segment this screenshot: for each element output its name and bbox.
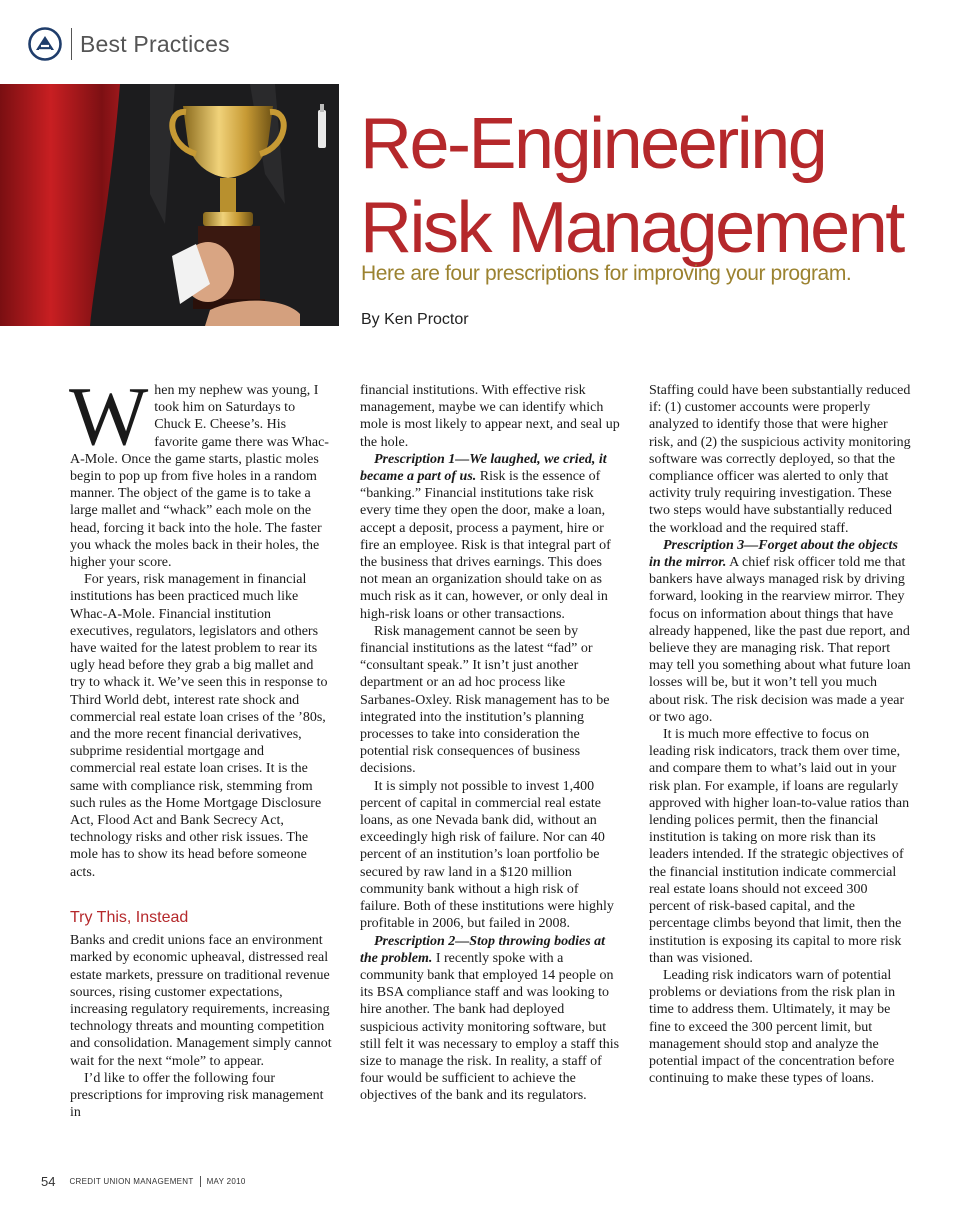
drop-cap: W: [69, 370, 149, 463]
paragraph: financial institutions. With effective risk management, maybe we can identify which mole is most likely to appear next, and seal up the hole.: [360, 383, 620, 450]
paragraph-text: A chief risk officer told me that bankers have always managed risk by driving forward, looking in the rearview mirror. They focus on information about things that have already happened, like the past due report, and believe they are managing risk. That report may tell you something about what future loan losses will be, but it won’t tell you much about risk. The risk decision was made a year or two ago.: [649, 555, 911, 725]
title-line-2: Risk Management: [360, 188, 903, 268]
section-subhead: Try This, Instead: [70, 908, 189, 926]
header-divider: [71, 28, 72, 60]
cuna-logo-icon: [28, 27, 62, 61]
column-2: [360, 382, 622, 1105]
section-label: Best Practices: [80, 30, 230, 57]
paragraph: [69, 370, 332, 571]
article-title: [360, 102, 903, 270]
article-subtitle: Here are four prescriptions for improving your program.: [361, 262, 852, 285]
page-footer: [41, 1174, 246, 1189]
paragraph: Risk management cannot be seen by financial institutions as the latest “fad” or “consultant speak.” It isn’t just another department or an ad hoc process like Sarbanes-Oxley. Risk management has to be integrated into the institution’s planning processes to take into consideration the potential risk consequences of business decisions.: [360, 623, 610, 777]
page-number: 54: [41, 1174, 56, 1189]
paragraph: For years, risk management in financial institutions has been practiced much like Whac-A-Mole. Financial institution executives, regulators, legislators and others have waited for the latest problem to rear its ugly head before they grab a big mallet and try to whack it. We’ve seen this in response to Third World debt, interest rate shock and commercial real estate loan crises of the ’80s, and the more recent financial derivatives, subprime residential mortgage and commercial real estate loan crises. It is the same with compliance risk, stemming from such rules as the Home Mortgage Disclosure Act, Flood Act and Bank Secrecy Act, technology risks and other risk issues. The mole has to show its head before someone acts.: [70, 572, 328, 880]
paragraph-text: Risk is the essence of “banking.” Financial institutions take risk every time they open the door, make a loan, accept a deposit, process a payment, hire or fire an employee. Risk is that integral part of the business that drives earnings. This does not mean an organization should take on as much risk as it can, however, or only deal in high-risk loans or other transactions.: [360, 469, 611, 622]
prescription-heading: Prescription 1—We laughed, we cried, it became a part of us.: [360, 451, 607, 485]
paragraph-text: hen my nephew was young, I took him on Saturdays to Chuck E. Cheese’s. His favorite game there was Whac-A-Mole. Once the game starts, plastic moles begin to pop up from five holes in a random manner. The object of the game is to take a large mallet and “whack” each mole on the head, forcing it back into the hole. The faster you whack the moles back in their holes, the higher your score.: [70, 383, 329, 571]
paragraph: It is simply not possible to invest 1,400 percent of capital in commercial real estate loans, as one Nevada bank did, without an exceedingly high risk of failure. Nor can 40 percent of an institution’s loan portfolio be secured by raw land in a $120 million community bank without a high risk of failure. Both of these institutions were highly profitable in 2006, but failed in 2008.: [360, 778, 614, 932]
column-3: [649, 382, 911, 1087]
paragraph: Staffing could have been substantially reduced if: (1) customer accounts were properly analyzed to identify those that were higher risk, and (2) the suspicious activity monitoring software was correctly deployed, so that the compliance officer was alerted to only that activity truly requiring investigation. These two steps would have substantially reduced the workload and the required staff.: [649, 383, 911, 536]
column-1: [69, 370, 332, 1121]
paragraph: It is much more effective to focus on leading risk indicators, track them over time, and compare them to what’s laid out in your risk plan. For example, if loans are regularly approved with higher loan-to-value ratios than lending polices permit, then the financial institution is taking on more risk than its leaders intended. If the strategic objectives of the financial institution indicate commercial real estate loans should not exceed 300 percent of risk-based capital, and the percentage climbs beyond that limit, then the institution is exposing its capital to more risk than was visioned.: [649, 727, 910, 966]
paragraph: [360, 451, 622, 623]
footer-divider: [200, 1176, 201, 1187]
hero-image-trophy: [0, 84, 339, 326]
paragraph-text: I recently spoke with a community bank that employed 14 people on its BSA compliance staff and was looking to hire another. The bank had deployed suspicious activity monitoring software, but still felt it was necessary to employ a staff this size to manage the risk. In reality, a staff of four would be sufficient to achieve the objectives of the bank and its regulators.: [360, 950, 620, 1104]
byline: By Ken Proctor: [361, 311, 469, 328]
paragraph: I’d like to offer the following four prescriptions for improving risk management in: [70, 1070, 324, 1121]
prescription-heading: Prescription 2—Stop throwing bodies at the problem.: [360, 933, 606, 966]
issue-date: MAY 2010: [206, 1177, 246, 1186]
paragraph: Leading risk indicators warn of potential problems or deviations from the risk plan in time to address them. Ultimately, it may be fine to exceed the 300 percent limit, but management should stop and analyze the potential impact of the concentration before continuing to make these types of loans.: [649, 967, 896, 1087]
paragraph: [649, 537, 911, 726]
page-header: [28, 26, 230, 62]
title-line-1: Re-Engineering: [360, 104, 826, 184]
publication-name: CREDIT UNION MANAGEMENT: [69, 1177, 194, 1186]
paragraph: [360, 933, 622, 1105]
prescription-heading: Prescription 3—Forget about the objects in the mirror.: [649, 537, 898, 571]
paragraph: Banks and credit unions face an environment marked by economic upheaval, distressed real estate markets, pressure on traditional revenue sources, rising customer expectations, increasing regulatory requirements, increasing technology threats and mounting competition and consolidation. Management simply cannot wait for the next “mole” to appear.: [70, 933, 332, 1069]
